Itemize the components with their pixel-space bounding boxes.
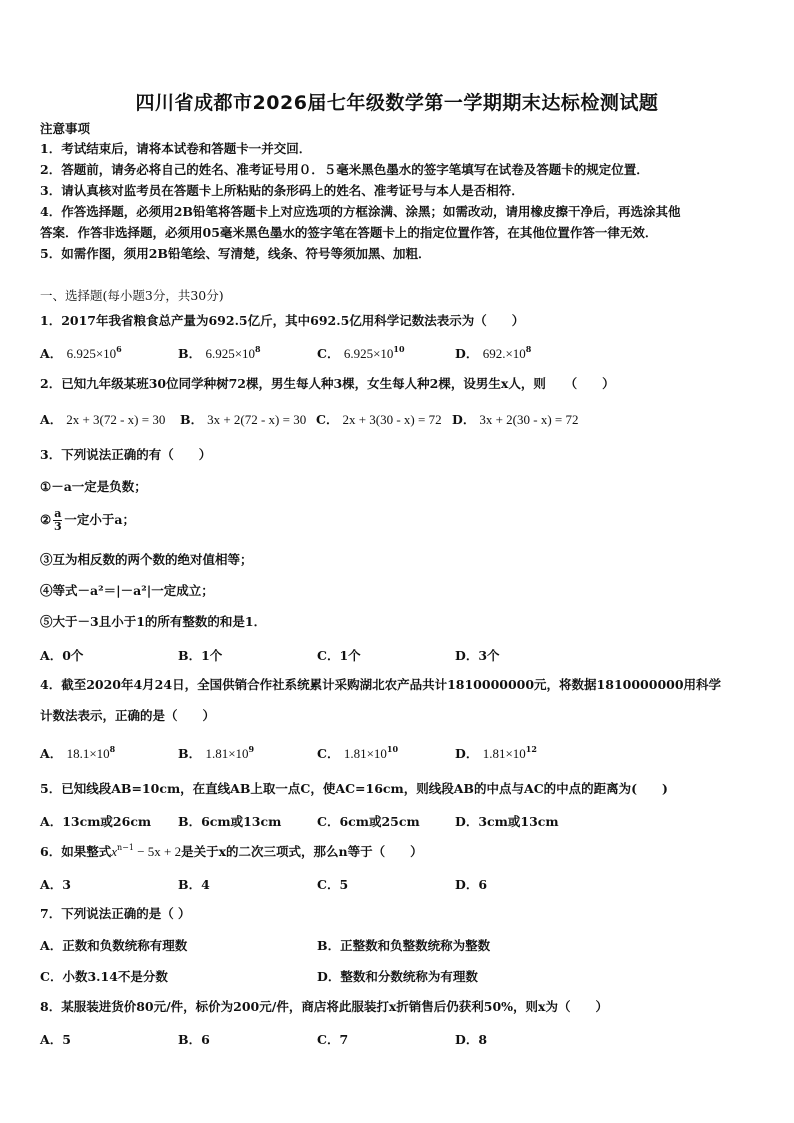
notice-item: 5．如需作图，须用2B铅笔绘、写清楚，线条、符号等须加黑、加粗． bbox=[40, 246, 431, 261]
question-stem: 1．2017年我省粮食总产量为692.5亿斤，其中692.5亿用科学记数法表示为（ ） bbox=[40, 313, 525, 328]
option-d: D． $1.81\times 10^{12}$ bbox=[455, 744, 537, 761]
option-a: A． $6.925\times 10^6$ bbox=[40, 344, 122, 361]
option-a: A．正数和负数统称有理数 bbox=[40, 938, 188, 953]
question-stem-cont: 计数法表示，正确的是（ ） bbox=[40, 708, 216, 723]
option-d: D．3个 bbox=[455, 648, 500, 663]
option-b: B．正整数和负整数统称为整数 bbox=[317, 938, 491, 953]
option-c: C．7 bbox=[317, 1032, 349, 1047]
option-c: C．小数3.14不是分数 bbox=[40, 969, 168, 984]
page-title: 四川省成都市2026届七年级数学第一学期期末达标检测试题 bbox=[135, 92, 659, 114]
question-stem: 6．如果整式$x^{n-1} - 5x + 2$是关于x的二次三项式，那么n等于（ ） bbox=[40, 843, 423, 859]
option-a: A． 2x + 3(72 - x) = 30 bbox=[40, 412, 166, 427]
question-stem: 4．截至2020年4月24日，全国供销合作社系统累计采购湖北农产品共计1810000000元，将数据1810000000用科学 bbox=[40, 677, 722, 692]
option-a: A．13cm或26cm bbox=[40, 814, 152, 829]
option-b: B． $1.81\times 10^9$ bbox=[178, 744, 255, 761]
option-b: B． $6.925\times 10^8$ bbox=[178, 344, 261, 361]
notice-item: 1．考试结束后，请将本试卷和答题卡一并交回． bbox=[40, 141, 312, 156]
option-d: D．3cm或13cm bbox=[455, 814, 559, 829]
fraction: $\frac{a}{3}$ bbox=[53, 507, 62, 533]
option-a: A．5 bbox=[40, 1032, 71, 1047]
option-a: A．3 bbox=[40, 877, 71, 892]
question-stem: 2．已知九年级某班30位同学种树72棵，男生每人种3棵，女生每人种2棵，设男生x人，则 （ ） bbox=[40, 376, 615, 391]
statement-4: ④等式－a²＝|－a²|一定成立； bbox=[40, 583, 214, 598]
question-stem: 7．下列说法正确的是（ ） bbox=[40, 906, 191, 921]
option-b: B．1个 bbox=[178, 648, 223, 663]
option-a: A．0个 bbox=[40, 648, 84, 663]
statement-1: ①－a一定是负数； bbox=[40, 479, 147, 494]
option-d: D． $692.\times 10^8$ bbox=[455, 344, 532, 361]
notice-item: 3．请认真核对监考员在答题卡上所粘贴的条形码上的姓名、准考证号与本人是否相符． bbox=[40, 183, 524, 198]
notice-item: 4．作答选择题，必须用2B铅笔将答题卡上对应选项的方框涂满、涂黑；如需改动，请用橡皮擦干净后，再选涂其他 bbox=[40, 204, 681, 219]
notice-item: 答案．作答非选择题，必须用05毫米黑色墨水的签字笔在答题卡上的指定位置作答，在其他位置作答一律无效． bbox=[40, 225, 658, 240]
question-stem: 3．下列说法正确的有（ ） bbox=[40, 447, 212, 462]
question-stem: 5．已知线段AB=10cm，在直线AB上取一点C，使AC=16cm，则线段AB的中点与AC的中点的距离为( ) bbox=[40, 781, 668, 796]
notice-heading: 注意事项 bbox=[40, 121, 91, 136]
option-a: A． $18.1\times 10^8$ bbox=[40, 744, 116, 761]
option-d: D．整数和分数统称为有理数 bbox=[317, 969, 478, 984]
option-c: C．6cm或25cm bbox=[317, 814, 420, 829]
option-d: D．6 bbox=[455, 877, 488, 892]
option-b: B．6 bbox=[178, 1032, 210, 1047]
option-d: D． 3x + 2(30 - x) = 72 bbox=[452, 412, 579, 427]
option-b: B．4 bbox=[178, 877, 210, 892]
section-heading: 一、选择题(每小题3分，共30分) bbox=[40, 288, 224, 303]
statement-2: ② $\frac{a}{3}$ 一定小于a； bbox=[40, 507, 135, 533]
option-c: C．5 bbox=[317, 877, 349, 892]
notice-item: 2．答题前，请务必将自己的姓名、准考证号用０．５毫米黑色墨水的签字笔填写在试卷及答题卡的规定位置． bbox=[40, 162, 649, 177]
statement-5: ⑤大于－3且小于1的所有整数的和是1． bbox=[40, 614, 267, 629]
option-c: C． $1.81\times 10^{10}$ bbox=[317, 744, 399, 761]
option-c: C．1个 bbox=[317, 648, 361, 663]
option-c: C． 2x + 3(30 - x) = 72 bbox=[316, 412, 442, 427]
option-c: C． $6.925\times 10^{10}$ bbox=[317, 344, 405, 361]
option-b: B． 3x + 2(72 - x) = 30 bbox=[180, 412, 307, 427]
option-b: B．6cm或13cm bbox=[178, 814, 282, 829]
question-stem: 8．某服装进货价80元/件，标价为200元/件，商店将此服装打x折销售后仍获利50%，则x为（ ） bbox=[40, 999, 608, 1014]
option-d: D．8 bbox=[455, 1032, 488, 1047]
statement-3: ③互为相反数的两个数的绝对值相等； bbox=[40, 552, 253, 567]
